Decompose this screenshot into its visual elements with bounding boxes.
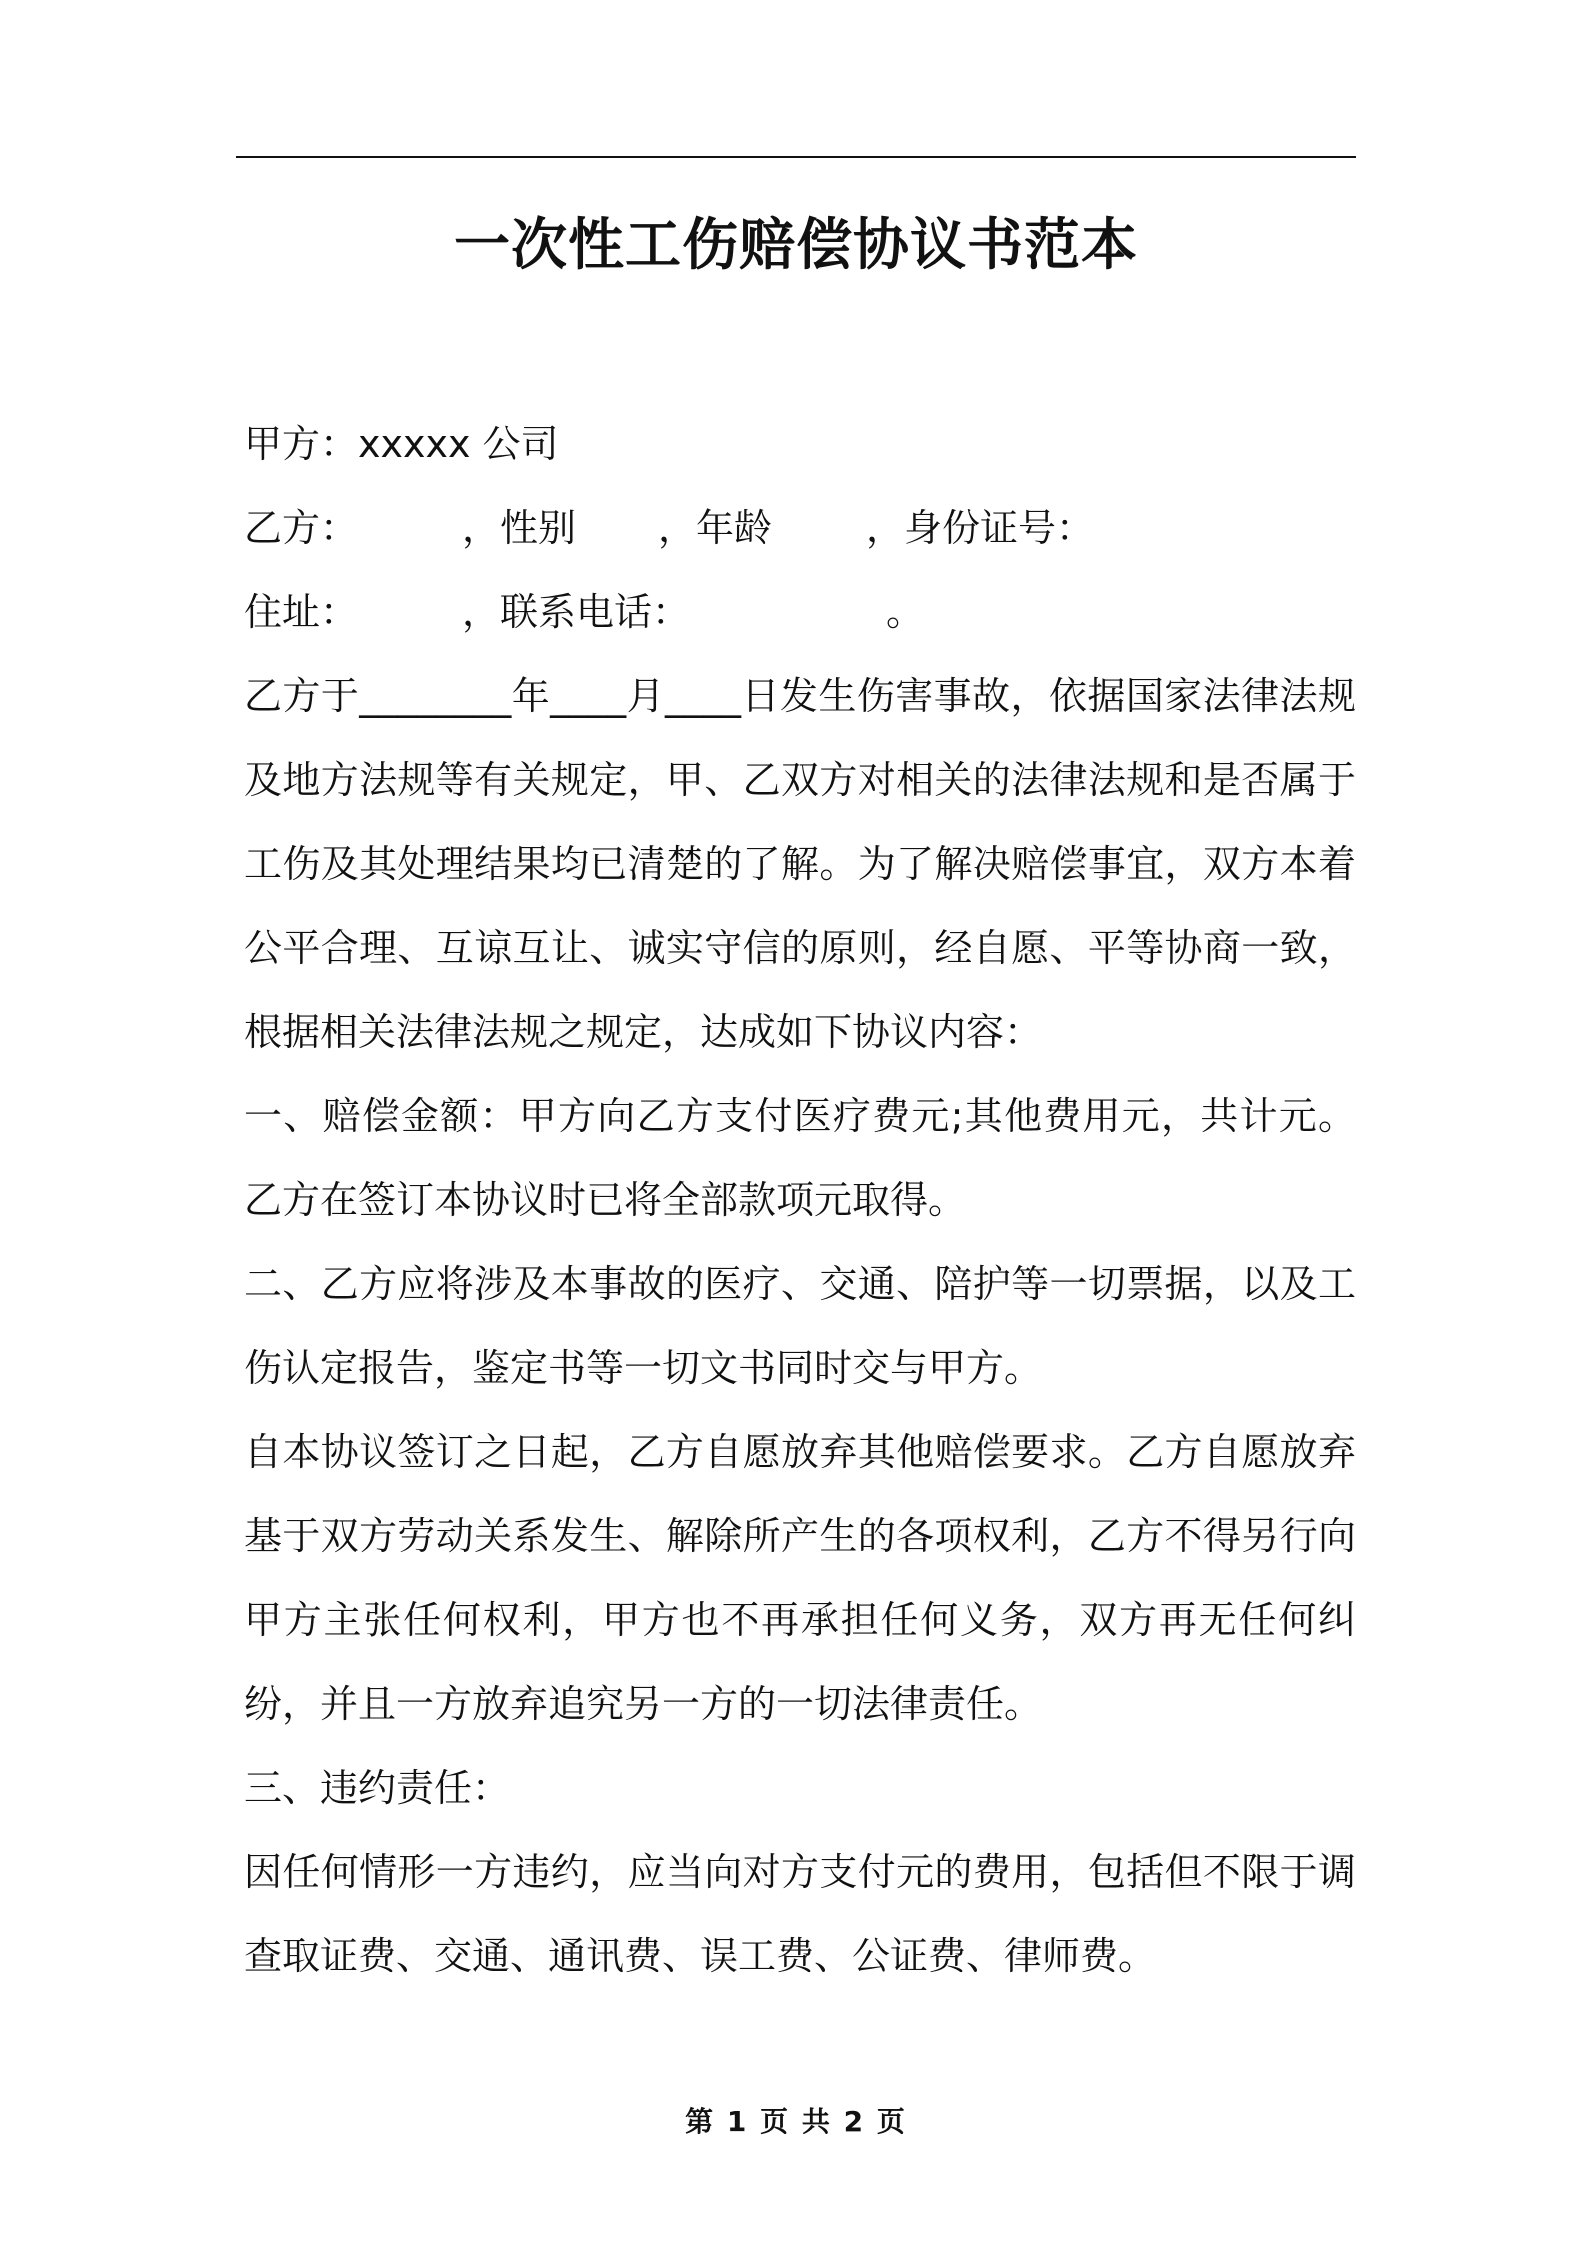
paragraph-clause-1: 一、赔偿金额：甲方向乙方支付医疗费元;其他费用元，共计元。乙方在签订本协议时已将全部款项元取得。 <box>244 1094 1356 1222</box>
party-a-line <box>244 402 1356 486</box>
paragraph-breach: 因任何情形一方违约，应当向对方支付元的费用，包括但不限于调查取证费、交通、通讯费、误工费、公证费、律师费。 <box>244 1850 1356 1978</box>
party-b-label: 乙方： <box>244 506 359 550</box>
page-number-footer: 第 1 页 共 2 页 <box>685 2105 907 2138</box>
document-title: 一次性工伤赔偿协议书范本 <box>454 213 1138 278</box>
header-rule <box>236 156 1356 158</box>
paragraph-waiver: 自本协议签订之日起，乙方自愿放弃其他赔偿要求。乙方自愿放弃基于双方劳动关系发生、解除所产生的各项权利，乙方不得另行向甲方主张任何权利，甲方也不再承担任何义务，双方再无任何纠纷，并且一方放弃追究另一方的一切法律责任。 <box>244 1430 1356 1726</box>
paragraph-preamble: 乙方于________年____月____日发生伤害事故，依据国家法律法规及地方法规等有关规定，甲、乙双方对相关的法律法规和是否属于工伤及其处理结果均已清楚的了解。为了解决赔偿事宜，双方本着公平合理、互谅互让、诚实守信的原则，经自愿、平等协商一致，根据相关法律法规之规定，达成如下协议内容： <box>244 674 1356 1054</box>
document-body <box>244 402 1356 1998</box>
party-a-value: xxxxx 公司 <box>358 422 559 466</box>
party-b-age-label: ，年龄 <box>658 506 773 550</box>
party-a-label: 甲方： <box>244 422 359 466</box>
party-b-id-label: ，身份证号： <box>866 506 1095 550</box>
party-b-line <box>244 486 1356 570</box>
paragraph-clause-3-heading: 三、违约责任： <box>244 1766 511 1810</box>
address-label: 住址： <box>244 590 359 634</box>
address-line-end: 。 <box>886 590 925 634</box>
party-b-gender-label: ，性别 <box>462 506 577 550</box>
paragraph-clause-2: 二、乙方应将涉及本事故的医疗、交通、陪护等一切票据，以及工伤认定报告，鉴定书等一切文书同时交与甲方。 <box>244 1262 1356 1390</box>
phone-label: ，联系电话： <box>462 590 691 634</box>
address-line <box>244 570 1356 654</box>
